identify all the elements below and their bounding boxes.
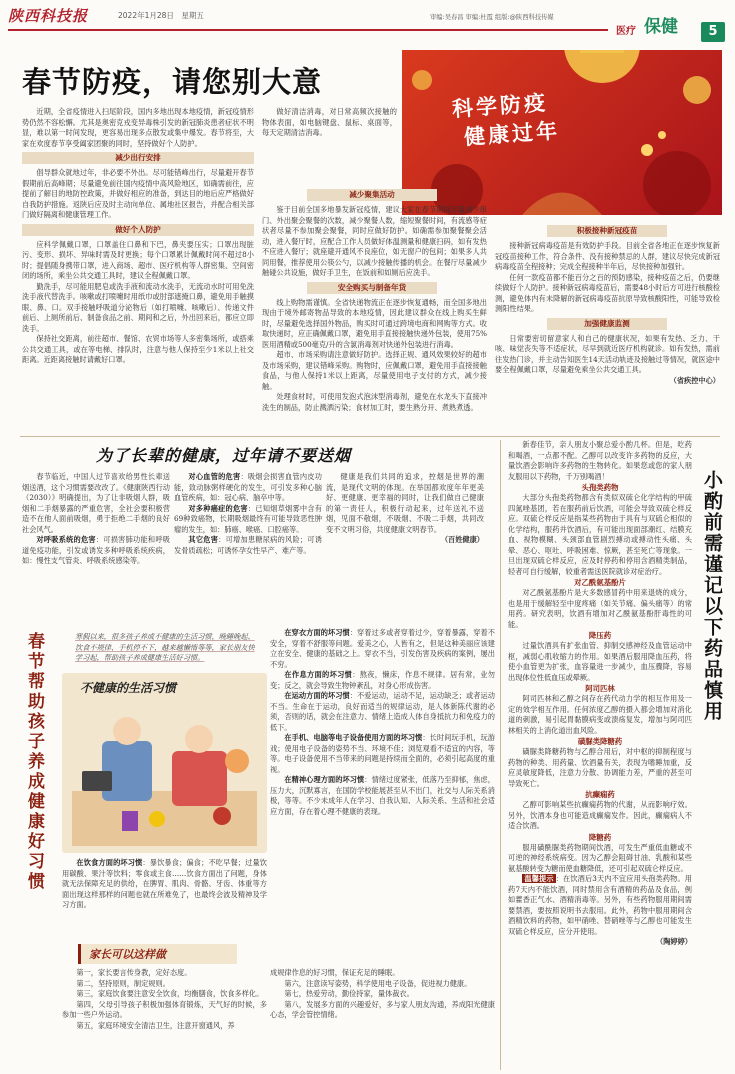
tips-title: 家长可以这样做 [78,944,237,964]
paragraph: 对乙酰氨基酚片是大多数感冒药中用来退烧的成分，也是用于缓解轻至中度疼痛（如关节痛、偏头痛等）的常用药。研究表明，饮酒有增加对乙酰氨基酚肝毒性的可能。 [508,588,692,629]
paragraph: 磺脲类降糖药物与乙醇合用后，对中枢的抑制程度与药物的种类、用药量、饮酒量有关，表现为嗜睡加重，反应灵敏度降低，注意力分散、协调能力差，严重的甚至可导致死亡。 [508,747,692,788]
paragraph: 对多种癌症的危害：已知烟草烟雾中含有69种致癌物，长期吸烟最终有可能导致恶性肿瘤的发生，如：肺癌、喉癌、口腔癌等。 [174,503,322,534]
habit-heading: 在精神心理方面的坏习惯 [284,775,365,784]
drug-heading: 阿司匹林 [585,684,615,693]
tip-item: 第四，父母引导孩子积极加强体育锻炼，天气好的时候，多参加一些户外运动。 [62,999,267,1019]
article4-credit: （陶婷婷） [656,937,692,946]
text: 在饮酒后3天内不宜应用头孢类药物。用药7天内不能饮酒，同时禁用含有酒精的药品及食品，例如藿香正气水、酒精消毒等。另外，有些药物服用期间需要禁酒，要按照说明书去服用。此外，药物中服用期间含酒精饮料的药物，如甲硝唑、替硝唑等与乙醇也可能发生双硫仑样反应，应分开使用。 [508,874,692,936]
text: 已知烟草烟雾中含有69种致癌物，长期吸烟最终有可能导致恶性肿瘤的发生，如：肺癌、喉癌、口腔癌等。 [174,503,322,534]
page-number-badge: 5 [701,22,725,42]
article1-col1 [22,107,254,432]
column-divider [500,440,501,1070]
label: 对呼吸系统的危害 [36,535,96,544]
section-title: 减少聚集活动 [307,189,437,201]
text: 吸烟会损害血管内皮功能，致动脉粥样硬化的发生，可引发多种心脑血管疾病，如：冠心病、脑卒中等。 [174,472,322,502]
text: 长时间玩手机，玩游戏；使用电子设备的姿势不当、环境不佳；浏览观看不适宜的内容，等等。电子设备使用不当带来的问题是持续而全面的，必须引起高度的重视。 [270,733,495,774]
section-title: 减少出行安排 [22,152,254,164]
label: 对心血管的危害 [188,472,241,481]
tip-item: 第五，家庭环境安全清洁卫生，注意开窗通风，养 [76,1020,235,1030]
article4-body [508,440,692,1070]
label: 对多种癌症的危害 [188,503,248,513]
label: 其它危害 [188,535,219,544]
article1-col2 [262,107,397,187]
paragraph: 在精神心理方面的坏习惯：情绪过度紧张，低落乃至抑郁，焦虑，压力大，沉默寡言，在国防学校能展甚至从不出门，社交与人际关系消极，等等。不少未成年人在学习、自我认知、人际关系、生活和社会适应方面，存在着心理不健康的表现。 [270,775,495,816]
tip-item: 第一，家长要言传身教，定好态度。 [76,968,192,977]
paragraph: 接种新冠病毒疫苗是有效防护手段。目前全省各地正在逐步恢复新冠疫苗接种工作，符合条件、没有接种禁忌的人群，建议尽快完成新冠病毒疫苗全程接种；完成全程接种半年后，尽快接种加强针。 [495,241,720,271]
header-rule [8,29,608,31]
article2-col2 [174,472,322,622]
paragraph: 其它危害：可增加患糖尿病的风险；可诱发骨质疏松；可诱怀孕女性早产、难产等。 [174,535,322,555]
habit-heading: 在运动方面的坏习惯 [284,691,350,700]
section-title: 积极接种新冠疫苗 [547,225,667,237]
tip-item: 成规律作息的好习惯，保证充足的睡眠。 [270,968,400,977]
section-title: 加强健康监测 [547,318,667,330]
paragraph: 任何一款疫苗都不能百分之百的预防感染，接种疫苗之后，仍要继续做好个人防护。接种新冠病毒疫苗后，需要48小时后方可进行核酸检测，避免体内有未降解的新冠病毒疫苗抗原导致核酸阳性，可能导致检测阳性结果。 [495,272,720,313]
paragraph: 处理食材时，可使用发泡式泡沫型消毒剂，避免在水龙头下直接冲洗生的制品，防止溅洒污染；食材加工时，要生熟分开、煮熟煮透。 [262,392,487,412]
paragraph: 鉴于目前全国多地暴发新冠疫情，建议大家在春节期间尽量减少串门、外出聚会聚餐的次数，减少聚餐人数，缩短聚餐时间，有流感等症状者尽量不参加聚会聚餐，同时应做好防护。如确需参加聚餐聚会活动，进入餐厅时，应配合工作人员做好体温测量和健康扫码，如有发热不应进入餐厅；就座避开通风不良座位，如无窗户的包间；如果多人共同用餐，推荐使用公筷公勺，以减少接触传播的机会。在餐厅尽量减少触碰公共设施，做好手卫生，在饭前和如厕后应洗手。 [262,205,487,277]
paragraph: 在饮食方面的坏习惯：暴饮暴食；偏食；不吃早餐；过量饮用碳酸、果汁等饮料；零食或主食……饮食方面出了问题，身体就无法保障充足的供给，在脾胃、肌肉、骨骼、牙齿、体重等方面出现这样那样的问题也就在所难免了，也最终会波及精神及学习方面。 [62,858,267,909]
paragraph: 在作息方面的坏习惯：熬夜，懒床，作息不规律。居有常，业勿变；反之，就会导致生物钟紊乱，对身心形成伤害。 [270,670,495,690]
habit-heading: 在穿衣方面的坏习惯 [284,628,350,637]
article1-col3 [495,222,720,432]
paragraph: 超市、市场采购请注意做好防护。选择正规、通风效果较好的超市及市场采购，建议错峰采购。购物时，应佩戴口罩，避免用手直接接触食品，与他人保持1米以上距离，尽量使用电子支付的方式，减少接触。 [262,350,487,391]
tip-item: 第七，热爱劳动，勤俭持家，量体裁衣。 [284,989,414,998]
habit-heading: 在手机、电脑等电子设备使用方面的坏习惯 [284,733,423,742]
illustration-title: 不健康的生活习惯 [80,681,177,695]
paragraph: 温馨提示 ：在饮酒后3天内不宜应用头孢类药物。用药7天内不能饮酒，同时禁用含有酒精的药品及食品，例如藿香正气水、酒精消毒等。另外，有些药物服用期间需要禁酒，要按照说明书去服用。此外，药物中服用期间含酒精饮料的药物，如甲硝唑、替硝唑等与乙醇也可能发生双硫仑样反应，应分开使用。 [508,874,692,936]
article1-credit: （省疾控中心） [669,375,720,385]
paragraph: 新春佳节，亲人朋友小聚总爱小酌几杯。但是，吃药和喝酒，一点都不配。乙醇可以改变许多药物的反应，大量饮酒会影响许多药物的生物转化。如果您或您的家人朋友服用以下药物，千万别喝酒！ [508,440,692,481]
section-health: 保健 [644,17,678,37]
tip-item: 第六，注意读写姿势，科学使用电子设备，促进视力健康。 [284,978,472,988]
article2-col1 [22,472,170,622]
article2-credit: （百姓健康） [440,535,484,544]
article4-title: 小酌前需谨记以下药品慎用 [701,470,723,722]
text: 可增加患糖尿病的风险；可诱发骨质疏松；可诱怀孕女性早产、难产等。 [174,535,322,555]
paragraph: 在穿衣方面的坏习惯：穿着过多或者穿着过少，穿着暴露，穿着不安全，穿着不舒服等问题。爱美之心，人皆有之，但是这种美丽应该建立在安全、健康的基础之上。穿衣不当，引发伤害及疾病的案例，屡出不穷。 [270,628,495,669]
article2-title: 为了长辈的健康，过年请不要送烟 [96,446,352,465]
paragraph: 对心血管的危害：吸烟会损害血管内皮功能，致动脉粥样硬化的发生，可引发多种心脑血管疾病，如：冠心病、脑卒中等。 [174,472,322,502]
drug-heading: 磺脲类降糖药 [577,737,623,746]
article1-title: 春节防疫，请您别大意 [22,65,323,99]
paragraph: 勤洗手，尽可能用肥皂或洗手液和流动水洗手，无流动水时可用免洗洗手液代替洗手。咳嗽或打喷嚏时用纸巾或肘部遮掩口鼻，避免用手触摸眼、鼻、口。双手接触呼吸道分泌物后（如打喷嚏、咳嗽后）、传递文件前后、上厕所前后、制备食品之前、期间和之后，外出回来后，都应立即洗手。 [22,281,254,333]
tip-item: 第二，坚持原则，制定规则。 [76,978,170,988]
divider [20,436,720,437]
paragraph: 在运动方面的坏习惯：不爱运动，运动不足，运动缺乏；或者运动不当。生命在于运动，良好而适当的规律运动，是人体新陈代谢的必须，否则的话，就会在注意力、情绪上造成人体自身抵抗力和免疫力的低下。 [270,691,495,732]
drug-heading: 抗癫痫药 [585,790,615,799]
paragraph: 大部分头孢类药物都含有类似双硫仑化学结构的甲硫四氮唑基团，若在服药前后饮酒，可能会导致双硫仑样反应。双硫仑样反应是指某些药物由于具有与双硫仑相似的化学结构，服药并饮酒后，有可能出现面部潮红、结膜充血、视物模糊、头颈部血管剧烈搏动或搏动性头痛、头晕、恶心、呕吐、呼吸困难、惊厥，甚至死亡等现象。一旦出现双硫仑样反应，应及时停药和停用含酒精类制品，轻者可自行缓解，较重者需送医院就诊对症治疗。 [508,493,692,576]
bad-habits-illustration [62,701,267,851]
text: 暴饮暴食；偏食；不吃早餐；过量饮用碳酸、果汁等饮料；零食或主食……饮食方面出了问题，身体就无法保障充足的供给，在脾胃、肌肉、骨骼、牙齿、体重等方面出现这样那样的问题也就在所难免了，也最终会波及精神及学习方面。 [62,858,267,909]
banner-line-1: 科学防疫 [451,90,549,122]
article3-col2 [270,628,495,946]
text: 可损害肺功能和呼吸道免疫功能，引发或诱发多种呼吸系统疾病，如：慢性支气管炎、呼吸系统感染等。 [22,535,170,565]
paragraph: 对呼吸系统的危害：可损害肺功能和呼吸道免疫功能，引发或诱发多种呼吸系统疾病，如：慢性支气管炎、呼吸系统感染等。 [22,535,170,565]
tip-item: 第八，发展多方面的兴趣爱好，多与家人朋友沟通，养成阳光健康心态，学会管控情绪。 [270,999,495,1019]
paragraph: 健康是我们共同的追求，控烟是世界的潮流，是现代文明的体现。在举国都欢度年年更美好、更健康、更幸福的同时，让我们做自己健康的第一责任人，积极行动起来，过年送礼不送烟，见面不敬烟，不吸烟、不吸二手烟，共同改变不文明习俗，共度健康文明春节。 [326,472,484,534]
paragraph: 线上购物需谨慎。全省快递物流正在逐步恢复通畅，而全国多地出现由于境外邮寄物品导致的本地疫情，因此建议群众在线上购买生鲜时，尽量避免选择国外物品，购买时可通过跨境电商和网购等方式。收取快递时，应正确佩戴口罩，避免用手直接接触快递外包装，使用75%医用酒精或500毫克/升的含氯消毒剂对快递外包装进行消毒。 [262,297,487,349]
paragraph: 春节临近，中国人过节喜欢给男性长辈送烟送酒，这个习惯需要改改了。《健康陕西行动（2030）》明确提出，为了让非吸烟人群，吸烟和二手烟暴露的严重危害，全社会要积极营造不在他人面前吸烟，勇于拒绝二手烟的良好社会风气。 [22,472,170,534]
article3-col1-bottom [62,858,267,943]
habit-heading: 在饮食方面的坏习惯 [76,858,143,867]
tips-right [270,968,495,1070]
paragraph: 乙醇可影响某些抗癫痫药物的代谢，从而影响疗效。另外，饮酒本身也可能造成癫痫发作。因此，癫痫病人不适合饮酒。 [508,800,692,830]
tip-item: 第三，家庭饮食要注意安全饮食，均衡膳食，饮食多样化。 [76,989,264,998]
paragraph: 倡导群众就地过年，非必要不外出。尽可能错峰出行，尽量避开春节假期前后高峰期；尽量避免前往国内疫情中高风险地区，如确需前往，应提前了解目的地防控政策，并做好相应的准备，到达目的地后应严格做好自我防护措施。返陕后应及时主动向单位、属地社区报告，并配合相关部门做好隔离和健康管理工作。 [22,168,254,219]
drug-heading: 降压药 [588,631,612,640]
paragraph: 阿司匹林和乙醇之间存在药代动力学的相互作用及一定的效学相互作用。任何浓度乙醇的摄入都会增加对消化道的刺激，易引起胃黏膜病变或溃疡复发，增加与阿司匹林相关的上消化道出血风险。 [508,694,692,735]
article3-intro: 寒假以来，很多孩子养成不健康的生活习惯，晚睡晚起、饮食不规律、手机停不下，越来越懒惰等等，家长朋友快学习起，帮助孩子养成健康生活好习惯。 [75,632,255,662]
text: 穿着过多或者穿着过少，穿着暴露，穿着不安全，穿着不舒服等问题。爱美之心，人皆有之，但是这种美丽应该建立在安全、健康的基础之上。穿衣不当，引发伤害及疾病的案例，屡出不穷。 [270,628,495,669]
tip-label: 温馨提示 [524,874,554,883]
article1-intro: 近期，全省疫情进入扫尾阶段，国内多地出现本地疫情，新冠疫情形势仍然不容松懈。尤其是奥密克戎变异毒株引发的新冠肺炎患者症状不明显，难以第一时间发现，更容易出现多点散发或集中爆发。春节将至，大家在欢度春节享受阖家团聚的同时，坚持做好个人防护。 [22,107,254,148]
editor-credits: 审编:吴春昌 审编:杜霞 组版:@陕西科技传媒 [430,14,554,21]
banner-line-2: 健康过年 [463,118,561,150]
paragraph: 在手机、电脑等电子设备使用方面的坏习惯：长时间玩手机，玩游戏；使用电子设备的姿势不当、环境不佳；浏览观看不适宜的内容，等等。电子设备使用不当带来的问题是持续而全面的，必须引起高度的重视。 [270,733,495,774]
habit-heading: 在作息方面的坏习惯 [284,670,353,679]
paragraph: 过量饮酒具有扩张血管、抑制交感神经及血管运动中枢，减弱心肌收缩力的作用。如果酒后服用降血压药，将使小血管更为扩张，血容量进一步减少，血压骤降，容易出现体位性低血压或晕厥。 [508,641,692,682]
paragraph: 服用磺酰脲类药物期间饮酒，可发生严重低血糖或不可逆的神经系统病变。因为乙醇会阻碍甘油、乳酸和某些氨基酸转变为糖而使血糖降低，还可引起双硫仑样反应。 [508,842,692,873]
paragraph: 应科学佩戴口罩，口罩盖住口鼻和下巴，鼻夹要压实；口罩出现脏污、变形、损坏、异味时需及时更换；每个口罩累计佩戴时间不超过8小时；提倡随身携带口罩，进入商场、超市、医疗机构等人群密集、空间密闭的场所，乘坐公共交通工具时，建议全程佩戴口罩。 [22,239,254,280]
tips-left [62,968,267,1070]
paragraph: 日常要密切留意家人和自己的健康状况，如果有发热、乏力、干咳、味觉丧失等不适症状，尽早到就近医疗机构就诊。如有发热，需前往发热门诊，并主动告知医生14天活动轨迹及接触过等情况，就医途中要全程佩戴口罩，尽量避免乘坐公共交通工具。 [495,333,720,374]
paragraph: 保持社交距离，前往超市、餐馆、农贸市场等人多密集场所，或搭乘公共交通工具，或在等电梯、排队时，注意与他人保持至少1米以上社交距离。近距离接触时请戴好口罩。 [22,334,254,364]
section-title: 做好个人防护 [22,224,254,236]
article2-col3 [326,472,484,622]
text: 不爱运动，运动不足，运动缺乏；或者运动不当。生命在于运动，良好而适当的规律运动，是人体新陈代谢的必须，否则的话，就会在注意力、情绪上造成人体自身抵抗力和免疫力的低下。 [270,691,495,732]
drug-heading: 头孢类药物 [581,483,619,492]
text: 熬夜，懒床，作息不规律。居有常，业勿变；反之，就会导致生物钟紊乱，对身心形成伤害。 [270,670,495,690]
paragraph: 做好清洁消毒，对日常高频次接触的物体表面，如电脑键盘、鼠标、桌面等，每天定期清洁消毒。 [262,107,397,137]
text: 情绪过度紧张，低落乃至抑郁，焦虑，压力大，沉默寡言，在国防学校能展甚至从不出门，社交与人际关系消极，等等。不少未成年人在学习、自我认知、人际关系、生活和社会适应方面，存在着心理不健康的表现。 [270,775,495,816]
drug-heading: 对乙酰氨基酚片 [574,578,626,587]
issue-date: 2022年1月28日 星期五 [118,11,204,20]
article1-col2-wide [262,186,487,432]
section-medical: 医疗 [616,26,636,37]
illustration-panel [62,673,267,853]
section-title: 安全购买与制备年货 [307,282,437,294]
masthead: 陕西科技报 [8,7,89,25]
article3-title: 春节帮助孩子养成健康好习惯 [24,632,44,892]
drug-heading: 降糖药 [588,832,612,842]
